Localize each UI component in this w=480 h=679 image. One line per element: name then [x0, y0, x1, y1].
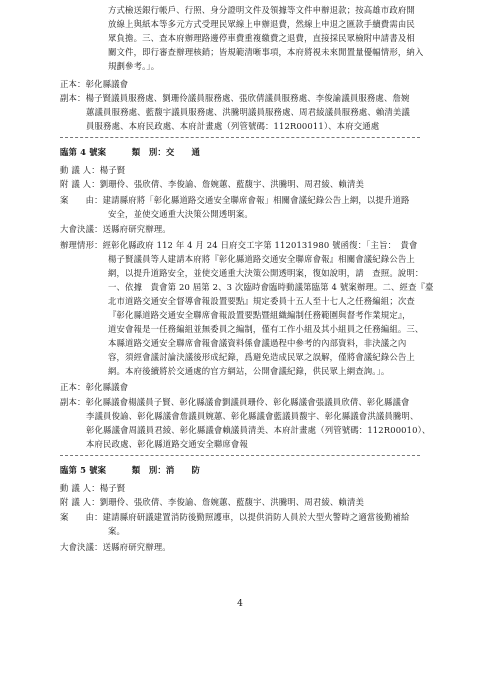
continuation-line: 眾負擔。三、查本府辦理路邊停車費重複繳費之退費，直接採民眾檢附申請書及相 [108, 33, 415, 43]
case-4-subject: 案 由：建請縣府將「彰化縣道路交通安全聯席會報」相關會議紀錄公告上網，以提升道路 [60, 195, 410, 205]
continuation-line: 規劃參考。」。 [108, 61, 160, 71]
copy-recipients-line: 員服務處、本府民政處、本府計畫處（列管號碼：112R00011）、本府交通處 [86, 121, 380, 131]
case-4-proposer: 動 議 人：楊子賢 [60, 165, 126, 175]
case-4-handling-line: 網。本府後續將於交通處的官方網站，公開會議紀錄，供民眾上網查詢。」。 [108, 366, 390, 376]
case-4-handling-line: 道安會報是一任務編組並無委員之編制，僅有工作小組及其小組員之任務編組。三、 [108, 324, 424, 334]
case-4-handling-line: 容，須經會議討論決議後形成紀錄，爲避免造成民眾之誤解，僅將會議紀錄公告上 [108, 352, 415, 362]
case-4-copy-recipients-line: 副本：彰化縣議會楊議員子賢、彰化縣議會劉議員珊伶、彰化縣議會張議員欣倩、彰化縣議會 [60, 397, 410, 407]
copy-recipients-line: 蕙議員服務處、藍馥宇議員服務處、洪騰明議員服務處、周君綾議員服務處、賴清美議 [86, 107, 410, 117]
case-4-copy-recipients-line: 李議員俊諭、彰化縣議會詹議員婉蕙、彰化縣議會藍議員馥宇、彰化縣議會洪議員騰明、 [86, 411, 419, 421]
case-4-handling-line: 本縣道路交通安全聯席會報會議資料係會議過程中參考的內部資料，非決議之內 [108, 338, 407, 348]
case-4-cosigners: 附 議 人：劉珊伶、張欣倩、李俊諭、詹婉蕙、藍馥宇、洪騰明、周君綾、賴清美 [60, 179, 364, 189]
case-4-handling-line: 『彰化縣道路交通安全聯席會報設置要點暨組織編制任務範圍與督考作業規定』， [108, 310, 411, 320]
case-5-resolution: 大會決議：送縣府研究辦理。 [60, 542, 171, 552]
copy-recipients-line: 副本：楊子賢議員服務處、劉珊伶議員服務處、張欣倩議員服務處、李俊諭議員服務處、詹婉 [60, 93, 410, 103]
case-4-copy-recipients-line: 彰化縣議會周議員君綾、彰化縣議會賴議員清美、本府計畫處（列管號碼：112R00010）、 [86, 425, 431, 435]
continuation-line: 放線上與紙本等多元方式受理民眾線上申辦退費，然線上申退之匯款手續費需由民 [108, 19, 415, 29]
section-divider [60, 137, 420, 138]
case-5-proposer: 動 議 人：楊子賢 [60, 483, 126, 493]
section-divider [60, 455, 420, 456]
case-5-subject: 案。 [108, 526, 126, 536]
original-recipient: 正本：彰化縣議會 [60, 79, 129, 89]
case-5-subject: 案 由：建請縣府研議建置消防後勤照護車，以提供消防人員於大型火警時之適當後勤補給 [60, 512, 410, 522]
case-4-handling-line: 楊子賢議員等人建請本府將『彰化縣道路交通安全聯席會報』相關會議紀錄公告上 [108, 254, 415, 264]
case-4-handling-line: 北市道路交通安全督導會報設置要點』規定委員十五人至十七人之任務編組；次查 [108, 296, 415, 306]
case-4-handling-line: 辦理情形：經彰化縣政府 112 年 4 月 24 日府交工字第 1120131980 號函復：「主旨： 貴會 [60, 240, 418, 250]
page-number: 4 [237, 599, 243, 609]
case-4-handling-line: 一、依據 貴會第 20 屆第 2、3 次臨時會臨時動議第臨第 4 號案辦理。二、經查『臺 [108, 282, 434, 292]
continuation-line: 方式檢送銀行帳戶、行照、身分證明文件及領據等文件申辦退款；按高雄市政府開 [108, 5, 415, 15]
case-4-resolution: 大會決議：送縣府研究辦理。 [60, 224, 171, 234]
case-4-original-recipient: 正本：彰化縣議會 [60, 382, 129, 392]
case-4-handling-line: 網，以提升道路安全，並使交通重大決策公開透明案，復如說明，請 查照。說明： [108, 268, 424, 278]
case-5-cosigners: 附 議 人：劉珊伶、張欣倩、李俊諭、詹婉蕙、藍馥宇、洪騰明、周君綾、賴清美 [60, 497, 364, 507]
case-5-header: 臨第 5 號案 類 別：消 防 [60, 465, 200, 475]
case-4-copy-recipients-line: 本府民政處、彰化縣道路交通安全聯席會報 [86, 439, 248, 449]
case-4-header: 臨第 4 號案 類 別：交 通 [60, 147, 200, 157]
case-4-subject: 安全，並使交通重大決策公開透明案。 [108, 209, 253, 219]
continuation-line: 關文件，即行審查辦理核銷；皆規範清晰事項，本府將視未來閒置量優幅情形，納入 [108, 47, 424, 57]
